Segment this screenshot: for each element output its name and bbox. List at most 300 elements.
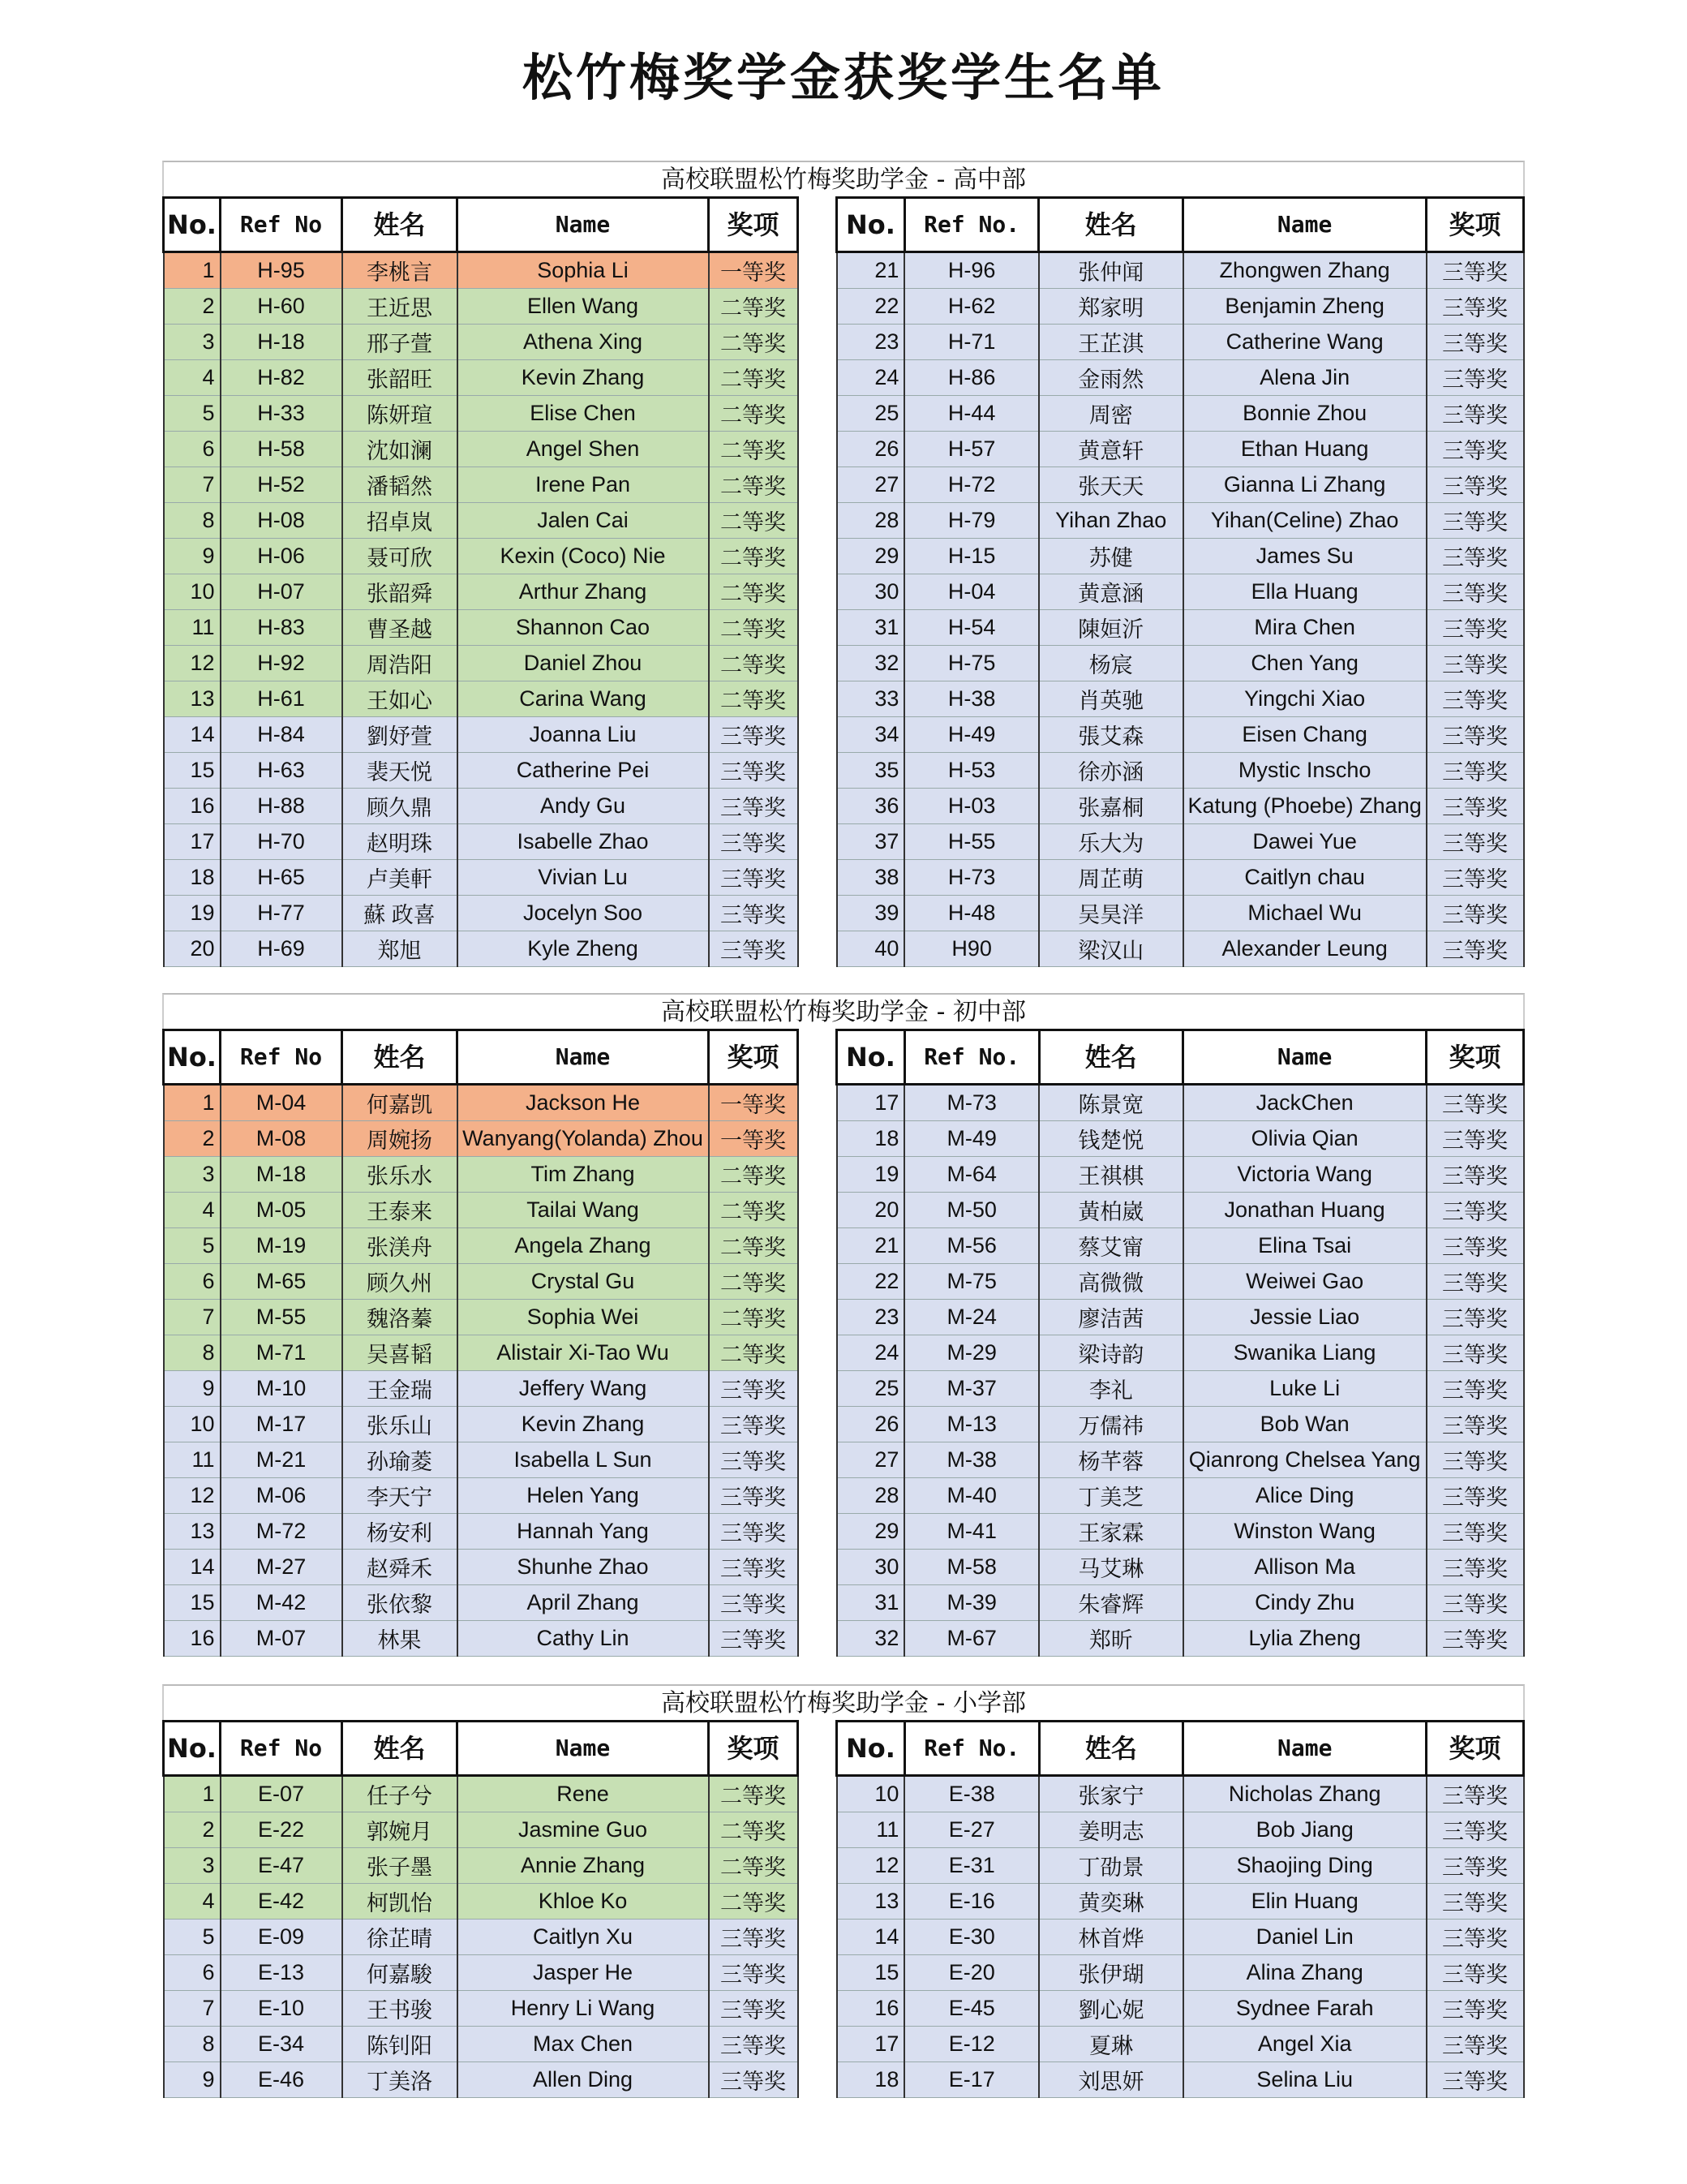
english-name: Mira Chen	[1183, 610, 1427, 646]
award: 三等奖	[709, 1442, 798, 1478]
award: 三等奖	[709, 1955, 798, 1991]
english-name: Jonathan Huang	[1183, 1193, 1427, 1228]
column-header-ref: Ref No.	[904, 1722, 1039, 1776]
ref-no: M-04	[221, 1085, 342, 1121]
table-row	[164, 1550, 798, 1585]
row-number: 11	[837, 1812, 905, 1848]
column-header-name: Name	[1183, 1722, 1427, 1776]
row-number: 16	[164, 789, 221, 824]
award: 三等奖	[709, 860, 798, 896]
award: 三等奖	[1427, 1955, 1524, 1991]
table-row	[164, 1300, 798, 1335]
ref-no: H-95	[221, 252, 342, 289]
ref-no: M-58	[904, 1550, 1039, 1585]
english-name: Jalen Cai	[457, 503, 709, 539]
english-name: Alexander Leung	[1183, 931, 1427, 967]
award: 三等奖	[1427, 1335, 1524, 1371]
award: 三等奖	[709, 1621, 798, 1657]
english-name: Crystal Gu	[457, 1264, 709, 1300]
ref-no: M-72	[221, 1514, 342, 1550]
ref-no: M-38	[904, 1442, 1039, 1478]
ref-no: H-70	[221, 824, 342, 860]
row-number: 18	[837, 1121, 905, 1157]
award: 二等奖	[709, 681, 798, 717]
english-name: Weiwei Gao	[1183, 1264, 1427, 1300]
english-name: Athena Xing	[457, 325, 709, 360]
english-name: Henry Li Wang	[457, 1991, 709, 2027]
row-number: 11	[164, 1442, 221, 1478]
english-name: Bonnie Zhou	[1183, 396, 1427, 432]
column-header-chinese-name: 姓名	[342, 1722, 457, 1776]
award: 二等奖	[709, 467, 798, 503]
chinese-name: 梁汉山	[1039, 931, 1183, 967]
table-row	[164, 396, 798, 432]
table-row	[164, 896, 798, 931]
table-row	[837, 1920, 1524, 1955]
chinese-name: 刘思妍	[1039, 2062, 1183, 2098]
row-number: 32	[837, 1621, 905, 1657]
ref-no: H-04	[904, 574, 1038, 610]
row-number: 9	[164, 2062, 221, 2098]
chinese-name: 廖洁茜	[1039, 1300, 1183, 1335]
chinese-name: 张乐山	[342, 1407, 457, 1442]
table-row	[164, 1920, 798, 1955]
row-number: 12	[837, 1848, 905, 1884]
award: 三等奖	[1427, 1991, 1524, 2027]
row-number: 30	[837, 1550, 905, 1585]
table-row	[837, 610, 1524, 646]
english-name: Katung (Phoebe) Zhang	[1183, 789, 1427, 824]
column-header-award: 奖项	[709, 1722, 798, 1776]
row-number: 27	[837, 1442, 905, 1478]
english-name: Jasmine Guo	[457, 1812, 709, 1848]
english-name: JackChen	[1183, 1085, 1427, 1121]
english-name: Cathy Lin	[457, 1621, 709, 1657]
row-number: 16	[164, 1621, 221, 1657]
chinese-name: 金雨然	[1039, 360, 1183, 396]
ref-no: M-18	[221, 1157, 342, 1193]
english-name: Carina Wang	[457, 681, 709, 717]
award: 三等奖	[709, 717, 798, 753]
chinese-name: 高微微	[1039, 1264, 1183, 1300]
row-number: 3	[164, 1157, 221, 1193]
chinese-name: 何嘉凯	[342, 1085, 457, 1121]
english-name: Andy Gu	[457, 789, 709, 824]
table-row	[164, 1884, 798, 1920]
chinese-name: 柯凯怡	[342, 1884, 457, 1920]
table-row	[164, 1621, 798, 1657]
award: 三等奖	[1427, 1228, 1524, 1264]
chinese-name: 徐芷晴	[342, 1920, 457, 1955]
column-header-name: Name	[457, 198, 709, 252]
chinese-name: 蔡艾甯	[1039, 1228, 1183, 1264]
english-name: Elin Huang	[1183, 1884, 1427, 1920]
english-name: Khloe Ko	[457, 1884, 709, 1920]
column-header-ref: Ref No	[221, 1722, 342, 1776]
chinese-name: 聂可欣	[342, 539, 457, 574]
ref-no: E-22	[221, 1812, 342, 1848]
chinese-name: 潘韬然	[342, 467, 457, 503]
chinese-name: 张天天	[1039, 467, 1183, 503]
chinese-name: 任子兮	[342, 1776, 457, 1812]
award: 二等奖	[709, 432, 798, 467]
table-row	[837, 396, 1524, 432]
table-row	[837, 1228, 1524, 1264]
chinese-name: 张嘉桐	[1039, 789, 1183, 824]
award: 二等奖	[709, 1776, 798, 1812]
row-number: 6	[164, 1264, 221, 1300]
ref-no: M-41	[904, 1514, 1039, 1550]
ref-no: M-75	[904, 1264, 1039, 1300]
column-header-name: Name	[1183, 1030, 1427, 1085]
ref-no: H-06	[221, 539, 342, 574]
award: 三等奖	[1427, 2027, 1524, 2062]
table-row	[837, 1121, 1524, 1157]
section-title: 高校联盟松竹梅奖助学金 - 小学部	[162, 1684, 1525, 1720]
award: 三等奖	[1427, 717, 1524, 753]
table-row	[164, 1776, 798, 1812]
chinese-name: 张乐水	[342, 1157, 457, 1193]
column-header-no: No.	[837, 198, 905, 252]
ref-no: E-20	[904, 1955, 1039, 1991]
ref-no: E-42	[221, 1884, 342, 1920]
award: 三等奖	[1427, 1407, 1524, 1442]
table-row	[164, 824, 798, 860]
ref-no: H-63	[221, 753, 342, 789]
english-name: Yihan(Celine) Zhao	[1183, 503, 1427, 539]
award-table-left	[162, 1029, 799, 1657]
chinese-name: 林首烨	[1039, 1920, 1183, 1955]
english-name: Allen Ding	[457, 2062, 709, 2098]
row-number: 3	[164, 325, 221, 360]
award: 一等奖	[709, 252, 798, 289]
table-row	[164, 1478, 798, 1514]
table-row	[164, 503, 798, 539]
award-table	[162, 1720, 799, 2098]
award: 三等奖	[709, 931, 798, 967]
chinese-name: Yihan Zhao	[1039, 503, 1183, 539]
chinese-name: 丁美芝	[1039, 1478, 1183, 1514]
row-number: 2	[164, 1121, 221, 1157]
chinese-name: 苏健	[1039, 539, 1183, 574]
english-name: Max Chen	[457, 2027, 709, 2062]
english-name: Alistair Xi-Tao Wu	[457, 1335, 709, 1371]
ref-no: H-53	[904, 753, 1038, 789]
ref-no: H-49	[904, 717, 1038, 753]
chinese-name: 招卓岚	[342, 503, 457, 539]
award: 三等奖	[709, 1371, 798, 1407]
table-row	[164, 1193, 798, 1228]
ref-no: E-47	[221, 1848, 342, 1884]
table-row	[164, 252, 798, 289]
english-name: Kevin Zhang	[457, 360, 709, 396]
english-name: Mystic Inscho	[1183, 753, 1427, 789]
table-row	[837, 1300, 1524, 1335]
chinese-name: 徐亦涵	[1039, 753, 1183, 789]
table-row	[837, 1991, 1524, 2027]
column-header-award: 奖项	[1427, 1030, 1524, 1085]
table-row	[164, 1335, 798, 1371]
table-row	[164, 610, 798, 646]
award-table-right	[835, 1029, 1525, 1657]
table-row	[164, 2062, 798, 2098]
row-number: 36	[837, 789, 905, 824]
ref-no: H-75	[904, 646, 1038, 681]
award: 三等奖	[1427, 1264, 1524, 1300]
table-row	[837, 717, 1524, 753]
chinese-name: 黄意轩	[1039, 432, 1183, 467]
ref-no: M-13	[904, 1407, 1039, 1442]
award: 三等奖	[1427, 360, 1524, 396]
english-name: Luke Li	[1183, 1371, 1427, 1407]
chinese-name: 乐大为	[1039, 824, 1183, 860]
award-table	[162, 1029, 799, 1657]
award: 二等奖	[709, 1300, 798, 1335]
english-name: Olivia Qian	[1183, 1121, 1427, 1157]
chinese-name: 卢美軒	[342, 860, 457, 896]
chinese-name: 张家宁	[1039, 1776, 1183, 1812]
table-row	[164, 1228, 798, 1264]
ref-no: E-27	[904, 1812, 1039, 1848]
chinese-name: 张仲闻	[1039, 252, 1183, 289]
row-number: 17	[837, 2027, 905, 2062]
english-name: Jeffery Wang	[457, 1371, 709, 1407]
chinese-name: 杨宸	[1039, 646, 1183, 681]
ref-no: E-07	[221, 1776, 342, 1812]
english-name: Shaojing Ding	[1183, 1848, 1427, 1884]
award-table	[162, 196, 799, 967]
award: 三等奖	[1427, 789, 1524, 824]
table-row	[837, 1550, 1524, 1585]
row-number: 23	[837, 1300, 905, 1335]
award: 三等奖	[1427, 1300, 1524, 1335]
chinese-name: 郭婉月	[342, 1812, 457, 1848]
english-name: Sophia Li	[457, 252, 709, 289]
award-table	[835, 1029, 1525, 1657]
row-number: 2	[164, 289, 221, 325]
chinese-name: 裴天悦	[342, 753, 457, 789]
award: 三等奖	[709, 896, 798, 931]
english-name: Eisen Chang	[1183, 717, 1427, 753]
chinese-name: 张子墨	[342, 1848, 457, 1884]
english-name: Arthur Zhang	[457, 574, 709, 610]
ref-no: H-48	[904, 896, 1038, 931]
award-table-left	[162, 196, 799, 967]
ref-no: H-69	[221, 931, 342, 967]
chinese-name: 王祺棋	[1039, 1157, 1183, 1193]
table-row	[164, 325, 798, 360]
english-name: Alina Zhang	[1183, 1955, 1427, 1991]
chinese-name: 赵明珠	[342, 824, 457, 860]
row-number: 1	[164, 1776, 221, 1812]
column-header-name: Name	[457, 1722, 709, 1776]
ref-no: H-79	[904, 503, 1038, 539]
table-row	[837, 1085, 1524, 1121]
english-name: Gianna Li Zhang	[1183, 467, 1427, 503]
table-row	[837, 1371, 1524, 1407]
award: 三等奖	[1427, 252, 1524, 289]
chinese-name: 黄奕琳	[1039, 1884, 1183, 1920]
english-name: Rene	[457, 1776, 709, 1812]
ref-no: H-62	[904, 289, 1038, 325]
ref-no: M-67	[904, 1621, 1039, 1657]
ref-no: M-07	[221, 1621, 342, 1657]
ref-no: M-73	[904, 1085, 1039, 1121]
english-name: Dawei Yue	[1183, 824, 1427, 860]
table-row	[164, 1514, 798, 1550]
ref-no: H-88	[221, 789, 342, 824]
ref-no: H-03	[904, 789, 1038, 824]
row-number: 40	[837, 931, 905, 967]
table-row	[837, 931, 1524, 967]
award: 三等奖	[1427, 1920, 1524, 1955]
chinese-name: 肖英驰	[1039, 681, 1183, 717]
ref-no: M-27	[221, 1550, 342, 1585]
award: 三等奖	[1427, 1550, 1524, 1585]
chinese-name: 吴昊洋	[1039, 896, 1183, 931]
row-number: 35	[837, 753, 905, 789]
award: 三等奖	[1427, 503, 1524, 539]
award: 三等奖	[709, 1991, 798, 2027]
column-header-chinese-name: 姓名	[342, 1030, 457, 1085]
english-name: Isabella L Sun	[457, 1442, 709, 1478]
row-number: 10	[164, 1407, 221, 1442]
ref-no: H-92	[221, 646, 342, 681]
row-number: 1	[164, 252, 221, 289]
table-row	[837, 252, 1524, 289]
ref-no: H-61	[221, 681, 342, 717]
row-number: 7	[164, 1300, 221, 1335]
row-number: 15	[164, 753, 221, 789]
table-row	[837, 1812, 1524, 1848]
chinese-name: 万儒祎	[1039, 1407, 1183, 1442]
row-number: 13	[837, 1884, 905, 1920]
english-name: Swanika Liang	[1183, 1335, 1427, 1371]
award: 三等奖	[1427, 396, 1524, 432]
ref-no: H-18	[221, 325, 342, 360]
ref-no: M-50	[904, 1193, 1039, 1228]
ref-no: H-44	[904, 396, 1038, 432]
award: 二等奖	[709, 1228, 798, 1264]
row-number: 5	[164, 1920, 221, 1955]
award: 三等奖	[1427, 1514, 1524, 1550]
chinese-name: 张伊瑚	[1039, 1955, 1183, 1991]
english-name: Daniel Zhou	[457, 646, 709, 681]
chinese-name: 顾久州	[342, 1264, 457, 1300]
ref-no: M-65	[221, 1264, 342, 1300]
row-number: 19	[837, 1157, 905, 1193]
english-name: Vivian Lu	[457, 860, 709, 896]
row-number: 19	[164, 896, 221, 931]
english-name: Tailai Wang	[457, 1193, 709, 1228]
chinese-name: 周婉扬	[342, 1121, 457, 1157]
award: 二等奖	[709, 1157, 798, 1193]
chinese-name: 马艾琳	[1039, 1550, 1183, 1585]
table-row	[837, 681, 1524, 717]
table-row	[164, 789, 798, 824]
chinese-name: 黄意涵	[1039, 574, 1183, 610]
table-row	[164, 360, 798, 396]
chinese-name: 王书骏	[342, 1991, 457, 2027]
column-header-chinese-name: 姓名	[1039, 1722, 1183, 1776]
row-number: 20	[164, 931, 221, 967]
row-number: 14	[164, 717, 221, 753]
chinese-name: 王家霖	[1039, 1514, 1183, 1550]
ref-no: M-55	[221, 1300, 342, 1335]
column-header-no: No.	[164, 198, 221, 252]
chinese-name: 陈钊阳	[342, 2027, 457, 2062]
english-name: Benjamin Zheng	[1183, 289, 1427, 325]
chinese-name: 周浩阳	[342, 646, 457, 681]
award-table	[835, 196, 1525, 967]
chinese-name: 夏琳	[1039, 2027, 1183, 2062]
chinese-name: 丁美洛	[342, 2062, 457, 2098]
table-row	[164, 539, 798, 574]
ref-no: H-86	[904, 360, 1038, 396]
column-header-ref: Ref No.	[904, 198, 1038, 252]
ref-no: M-40	[904, 1478, 1039, 1514]
chinese-name: 丁劭景	[1039, 1848, 1183, 1884]
chinese-name: 梁诗韵	[1039, 1335, 1183, 1371]
chinese-name: 王金瑞	[342, 1371, 457, 1407]
row-number: 39	[837, 896, 905, 931]
row-number: 6	[164, 432, 221, 467]
award: 三等奖	[1427, 574, 1524, 610]
english-name: April Zhang	[457, 1585, 709, 1621]
table-row	[164, 1264, 798, 1300]
table-row	[837, 1193, 1524, 1228]
table-row	[164, 574, 798, 610]
row-number: 10	[164, 574, 221, 610]
award: 三等奖	[709, 824, 798, 860]
section-middle-school	[162, 993, 1525, 1653]
row-number: 20	[837, 1193, 905, 1228]
row-number: 5	[164, 1228, 221, 1264]
column-header-ref: Ref No	[221, 198, 342, 252]
row-number: 25	[837, 1371, 905, 1407]
english-name: Tim Zhang	[457, 1157, 709, 1193]
award: 三等奖	[709, 1514, 798, 1550]
english-name: Sophia Wei	[457, 1300, 709, 1335]
column-header-no: No.	[837, 1030, 905, 1085]
english-name: Helen Yang	[457, 1478, 709, 1514]
english-name: Joanna Liu	[457, 717, 709, 753]
ref-no: E-16	[904, 1884, 1039, 1920]
row-number: 1	[164, 1085, 221, 1121]
row-number: 13	[164, 1514, 221, 1550]
award: 三等奖	[1427, 289, 1524, 325]
table-row	[837, 1335, 1524, 1371]
english-name: Ethan Huang	[1183, 432, 1427, 467]
award: 三等奖	[1427, 1621, 1524, 1657]
table-row	[164, 432, 798, 467]
chinese-name: 张渼舟	[342, 1228, 457, 1264]
english-name: Caitlyn chau	[1183, 860, 1427, 896]
english-name: Alice Ding	[1183, 1478, 1427, 1514]
row-number: 15	[837, 1955, 905, 1991]
english-name: Cindy Zhu	[1183, 1585, 1427, 1621]
english-name: Wanyang(Yolanda) Zhou	[457, 1121, 709, 1157]
ref-no: H-65	[221, 860, 342, 896]
row-number: 7	[164, 1991, 221, 2027]
award: 二等奖	[709, 1812, 798, 1848]
award: 三等奖	[709, 753, 798, 789]
award: 三等奖	[1427, 1193, 1524, 1228]
table-row	[837, 467, 1524, 503]
row-number: 29	[837, 539, 905, 574]
ref-no: M-19	[221, 1228, 342, 1264]
award: 二等奖	[709, 610, 798, 646]
